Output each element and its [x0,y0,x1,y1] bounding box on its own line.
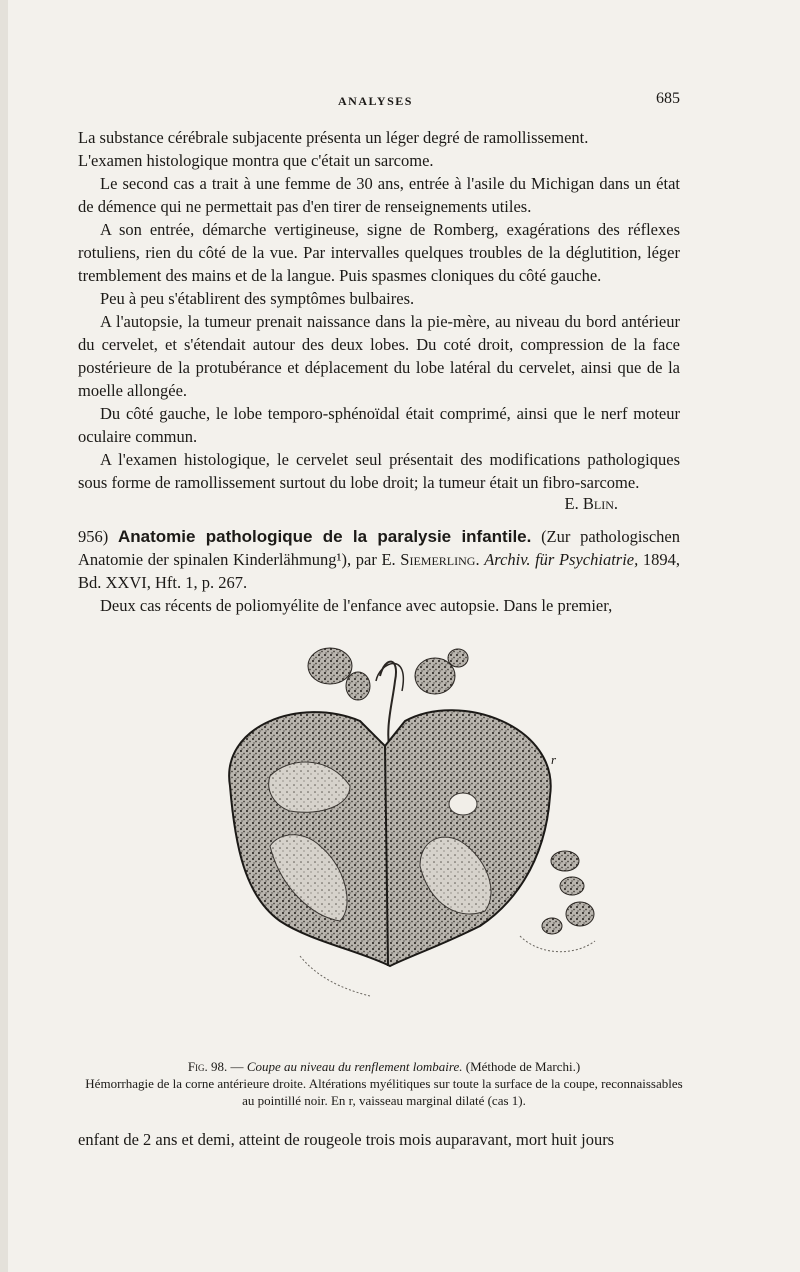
vessel-marker-r: r [551,752,557,767]
caption-body: Hémorrhagie de la corne antérieure droite. Altérations myélitiques sur toute la surface de la coupe, reconnaissables au pointillé noir. En r, vaisseau marginal dilaté (cas 1). [85,1076,683,1108]
paragraph: L'examen histologique montra que c'était un sarcome. [78,151,434,170]
paragraph: A l'autopsie, la tumeur prenait naissance dans la pie-mère, au niveau du bord antérieur du cervelet, et s'étendait autour des deux lobes. Du coté droit, compression de la face postérieure de la protubérance et déplacement du lobe latéral du cervelet, ainsi que de la moelle allongée. [78,312,680,400]
page-number: 685 [656,90,680,107]
paragraph: Deux cas récents de poliomyélite de l'enfance avec autopsie. Dans le premier, [100,596,613,615]
paragraph: Du côté gauche, le lobe temporo-sphénoïdal était comprimé, ainsi que le nerf moteur oculaire commun. [78,404,680,446]
author-signature: E. Blin. [564,494,618,513]
spinal-cord-illustration [180,636,620,1056]
caption-method: (Méthode de Marchi.) [465,1059,581,1074]
article-title: Anatomie pathologique de la paralysie infantile. [117,527,532,546]
article-heading [78,525,680,594]
spinal-cord-outline [229,710,551,966]
paragraph: A son entrée, démarche vertigineuse, signe de Romberg, exagérations des réflexes rotuliens, rien du côté de la vue. Par intervalles quelques troubles de la déglutition, léger tremblement des mains et de la langue. Puis spasmes cloniques du côté gauche. [78,220,680,285]
article-reference: (Zur pathologischen Anatomie der spinalen Kinderlähmung¹), par [78,527,680,569]
caption-label: Fig. 98. — [187,1059,244,1074]
hemorrhage-area [449,793,477,815]
page-header [80,90,680,114]
article-number: 956) [78,527,109,546]
article-journal: Archiv. für Psychiatrie, [484,550,639,569]
paragraph: Peu à peu s'établirent des symptômes bulbaires. [100,289,415,308]
running-title: ANALYSES [338,94,413,108]
article-details: 1894, Bd. XXVI, Hft. 1, p. 267. [78,550,680,592]
paragraph: La substance cérébrale subjacente présenta un léger degré de ramollissement. [78,128,589,147]
continuation-line: enfant de 2 ans et demi, atteint de rougeole trois mois auparavant, mort huit jours [78,1130,615,1149]
caption-title: Coupe au niveau du renflement lombaire. [246,1059,463,1074]
body-text [78,126,680,617]
paragraph: Le second cas a trait à une femme de 30 ans, entrée à l'asile du Michigan dans un état de démence qui ne permettait pas d'en tirer de renseignements utiles. [78,174,680,216]
figure-caption [78,1058,690,1109]
scan-edge [0,0,8,1272]
spinal-cord-section-figure [180,636,620,1056]
article-author: E. Siemerling. [381,550,480,569]
paragraph: A l'examen histologique, le cervelet seul présentait des modifications pathologiques sous forme de ramollissement surtout du lobe droit; la tumeur était un fibro-sarcome. [78,450,680,492]
caption-title-line [78,1058,690,1075]
